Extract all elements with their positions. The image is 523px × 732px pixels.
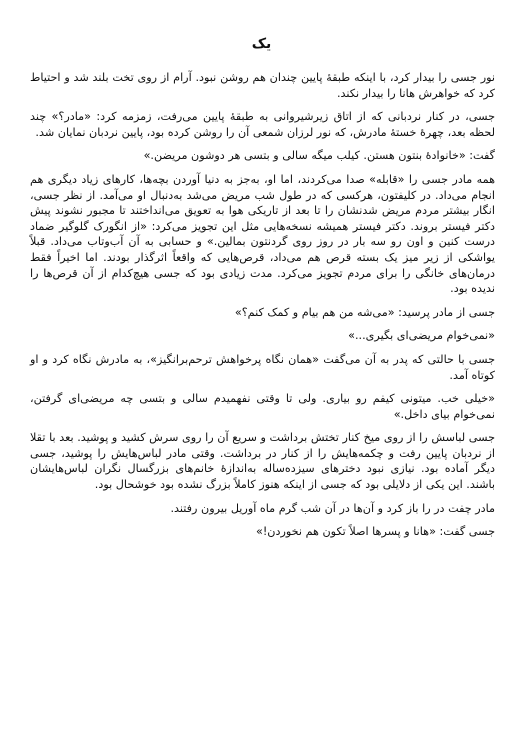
paragraph: «نمی‌خوام مریضی‌ای بگیری...» <box>348 329 495 343</box>
chapter-title: یک <box>251 36 272 52</box>
paragraph: جسی لباسش را از روی میخ کنار تختش برداشت و سریع آن را روی سرش کشید و پوشید. بعد با تقلا از نردبان پایین رفت و چکمه‌هایش را از کنار در برداشت. وقتی مادر لباس‌هایش را پوشید، جسی دیگر آماده بود. نیازی نبود دخترهای سیزده‌ساله به‌اندازهٔ خانم‌های بزرگسال نگران لباس‌هایشان باشند. این یکی از دلایلی بود که جسی از اینکه هنوز کاملاً بزرگ نشده بود خوشحال بود. <box>30 431 495 492</box>
paragraph: نور جسی را بیدار کرد، با اینکه طبقهٔ پایین چندان هم روشن نبود. آرام از روی تخت بلند شد و احتیاط کرد که خواهرش هانا را بیدار نکند. <box>30 71 495 100</box>
paragraph: جسی از مادر پرسید: «می‌شه من هم بیام و کمک کنم؟» <box>234 305 495 319</box>
paragraph: جسی گفت: «هانا و پسرها اصلاً تکون هم نخوردن!» <box>255 525 495 539</box>
paragraph: مادر چفت در را باز کرد و آن‌ها در آن شب گرم ماه آوریل بیرون رفتند. <box>170 501 495 515</box>
paragraph: جسی با حالتی که پدر به آن می‌گفت «همان نگاه پرخواهش ترحم‌برانگیز»، به مادرش نگاه کرد و او کوتاه آمد. <box>30 352 495 382</box>
paragraph: گفت: «خانوادهٔ بنتون هستن. کیلب میگه سالی و بتسی هر دوشون مریضن.» <box>143 149 495 163</box>
paragraph: «خیلی خب. میتونی کیفم رو بیاری. ولی تا وقتی نفهمیدم سالی و بتسی چه مریضی‌ای گرفتن، نمی‌خوام بیای داخل.» <box>30 392 495 421</box>
paragraph: همه مادر جسی را «قابله» صدا می‌کردند، اما او، به‌جز به دنیا آوردن بچه‌ها، کارهای زیاد دیگری هم انجام می‌داد. در کلیفتون، هرکسی که در طول شب مریض می‌شد به‌دنبال او می‌آمد. از نظر جسی، انگار بیشتر مردم مریض شدنشان را تا بعد از تاریکی هوا به تعویق می‌انداختند تا مجبور نشوند پیش دکتر فیستر بروند. دکتر فیستر همیشه نسخه‌هایی مثل این تجویز می‌کرد: «از انگورک گلوگیر ضماد درست کنین و اون رو سه بار در روز روی گردنتون بمالین.» و حسابی به آن آب‌وتاب می‌داد. قبلاً یواشکی از زیر میز یک بسته قرص هم می‌داد، قرص‌هایی که واقعاً اثرگذار بودند. اما اخیراً فقط درمان‌های خانگی را برای مردم تجویز می‌کرد. مدت زیادی بود که جسی هیچ‌کدام از آن قرص‌ها را ندیده بود. <box>30 172 495 296</box>
chapter-body <box>30 70 495 548</box>
paragraph: جسی، در کنار نردبانی که از اتاق زیرشیروانی به طبقهٔ پایین می‌رفت، زمزمه کرد: «مادر؟» چند لحظه بعد، چهرهٔ خستهٔ مادرش، که نور لرزان شمعی آن را روشن کرده بود، پایین نردبان نمایان شد. <box>30 110 495 139</box>
